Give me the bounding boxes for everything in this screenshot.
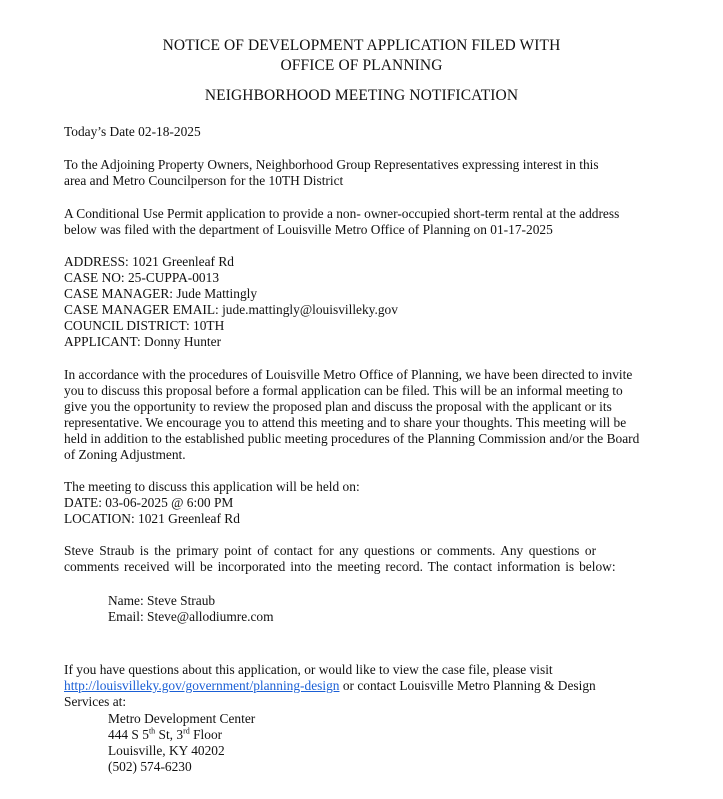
case-number: CASE NO: 25-CUPPA-0013 bbox=[64, 270, 220, 285]
case-manager: CASE MANAGER: Jude Mattingly bbox=[64, 286, 258, 301]
document-subtitle: NEIGHBORHOOD MEETING NOTIFICATION bbox=[204, 87, 519, 104]
footer-line-2 bbox=[64, 678, 596, 694]
meeting-date: DATE: 03-06-2025 @ 6:00 PM bbox=[64, 495, 234, 510]
office-city: Louisville, KY 40202 bbox=[108, 743, 225, 758]
recipients-line-1: To the Adjoining Property Owners, Neighborhood Group Representatives expressing interest in this bbox=[64, 157, 599, 172]
contact-paragraph-line-2: comments received will be incorporated into the meeting record. The contact information is below: bbox=[64, 559, 616, 574]
planning-design-link[interactable]: http://louisvilleky.gov/government/planning-design bbox=[64, 678, 340, 693]
document-title-line-2: OFFICE OF PLANNING bbox=[280, 57, 443, 74]
office-name: Metro Development Center bbox=[108, 711, 256, 726]
footer-line-1: If you have questions about this application, or would like to view the case file, please visit bbox=[64, 662, 553, 677]
street-end: Floor bbox=[189, 727, 223, 742]
footer-line-2-rest: or contact Louisville Metro Planning & Design bbox=[339, 678, 596, 693]
document-title-line-1: NOTICE OF DEVELOPMENT APPLICATION FILED WITH bbox=[162, 37, 561, 54]
procedure-line-6: of Zoning Adjustment. bbox=[64, 447, 186, 462]
council-district: COUNCIL DISTRICT: 10TH bbox=[64, 318, 225, 333]
applicant: APPLICANT: Donny Hunter bbox=[64, 334, 222, 349]
procedure-line-3: give you the opportunity to review the proposed plan and discuss the proposal with the applicant or its bbox=[64, 399, 612, 414]
street-number: 444 S 5 bbox=[108, 727, 149, 742]
contact-email: Email: Steve@allodiumre.com bbox=[108, 609, 274, 624]
recipients-line-2: area and Metro Councilperson for the 10TH District bbox=[64, 173, 344, 188]
intro-line-2: below was filed with the department of Louisville Metro Office of Planning on 01-17-2025 bbox=[64, 222, 553, 237]
office-phone: (502) 574-6230 bbox=[108, 759, 192, 774]
procedure-line-1: In accordance with the procedures of Louisville Metro Office of Planning, we have been directed to invite bbox=[64, 367, 633, 382]
office-street bbox=[108, 727, 222, 743]
case-address: ADDRESS: 1021 Greenleaf Rd bbox=[64, 254, 234, 269]
street-ordinal-2: rd bbox=[183, 726, 190, 736]
intro-line-1: A Conditional Use Permit application to provide a non- owner-occupied short-term rental at the address bbox=[64, 206, 620, 221]
procedure-line-2: you to discuss this proposal before a formal application can be filed. This will be an informal meeting to bbox=[64, 383, 623, 398]
footer-line-3: Services at: bbox=[64, 694, 127, 709]
procedure-line-5: held in addition to the established public meeting procedures of the Planning Commission and/or the Board bbox=[64, 431, 640, 446]
street-middle: St, 3 bbox=[155, 727, 184, 742]
contact-name: Name: Steve Straub bbox=[108, 593, 216, 608]
street-ordinal-1: th bbox=[148, 726, 156, 736]
case-manager-email: CASE MANAGER EMAIL: jude.mattingly@louisvilleky.gov bbox=[64, 302, 398, 317]
contact-paragraph-line-1: Steve Straub is the primary point of contact for any questions or comments. Any questions or bbox=[64, 543, 597, 558]
meeting-location: LOCATION: 1021 Greenleaf Rd bbox=[64, 511, 240, 526]
meeting-intro: The meeting to discuss this application will be held on: bbox=[64, 479, 360, 494]
procedure-line-4: representative. We encourage you to attend this meeting and to share your thoughts. This meeting will be bbox=[64, 415, 627, 430]
todays-date: Today’s Date 02-18-2025 bbox=[64, 124, 201, 139]
